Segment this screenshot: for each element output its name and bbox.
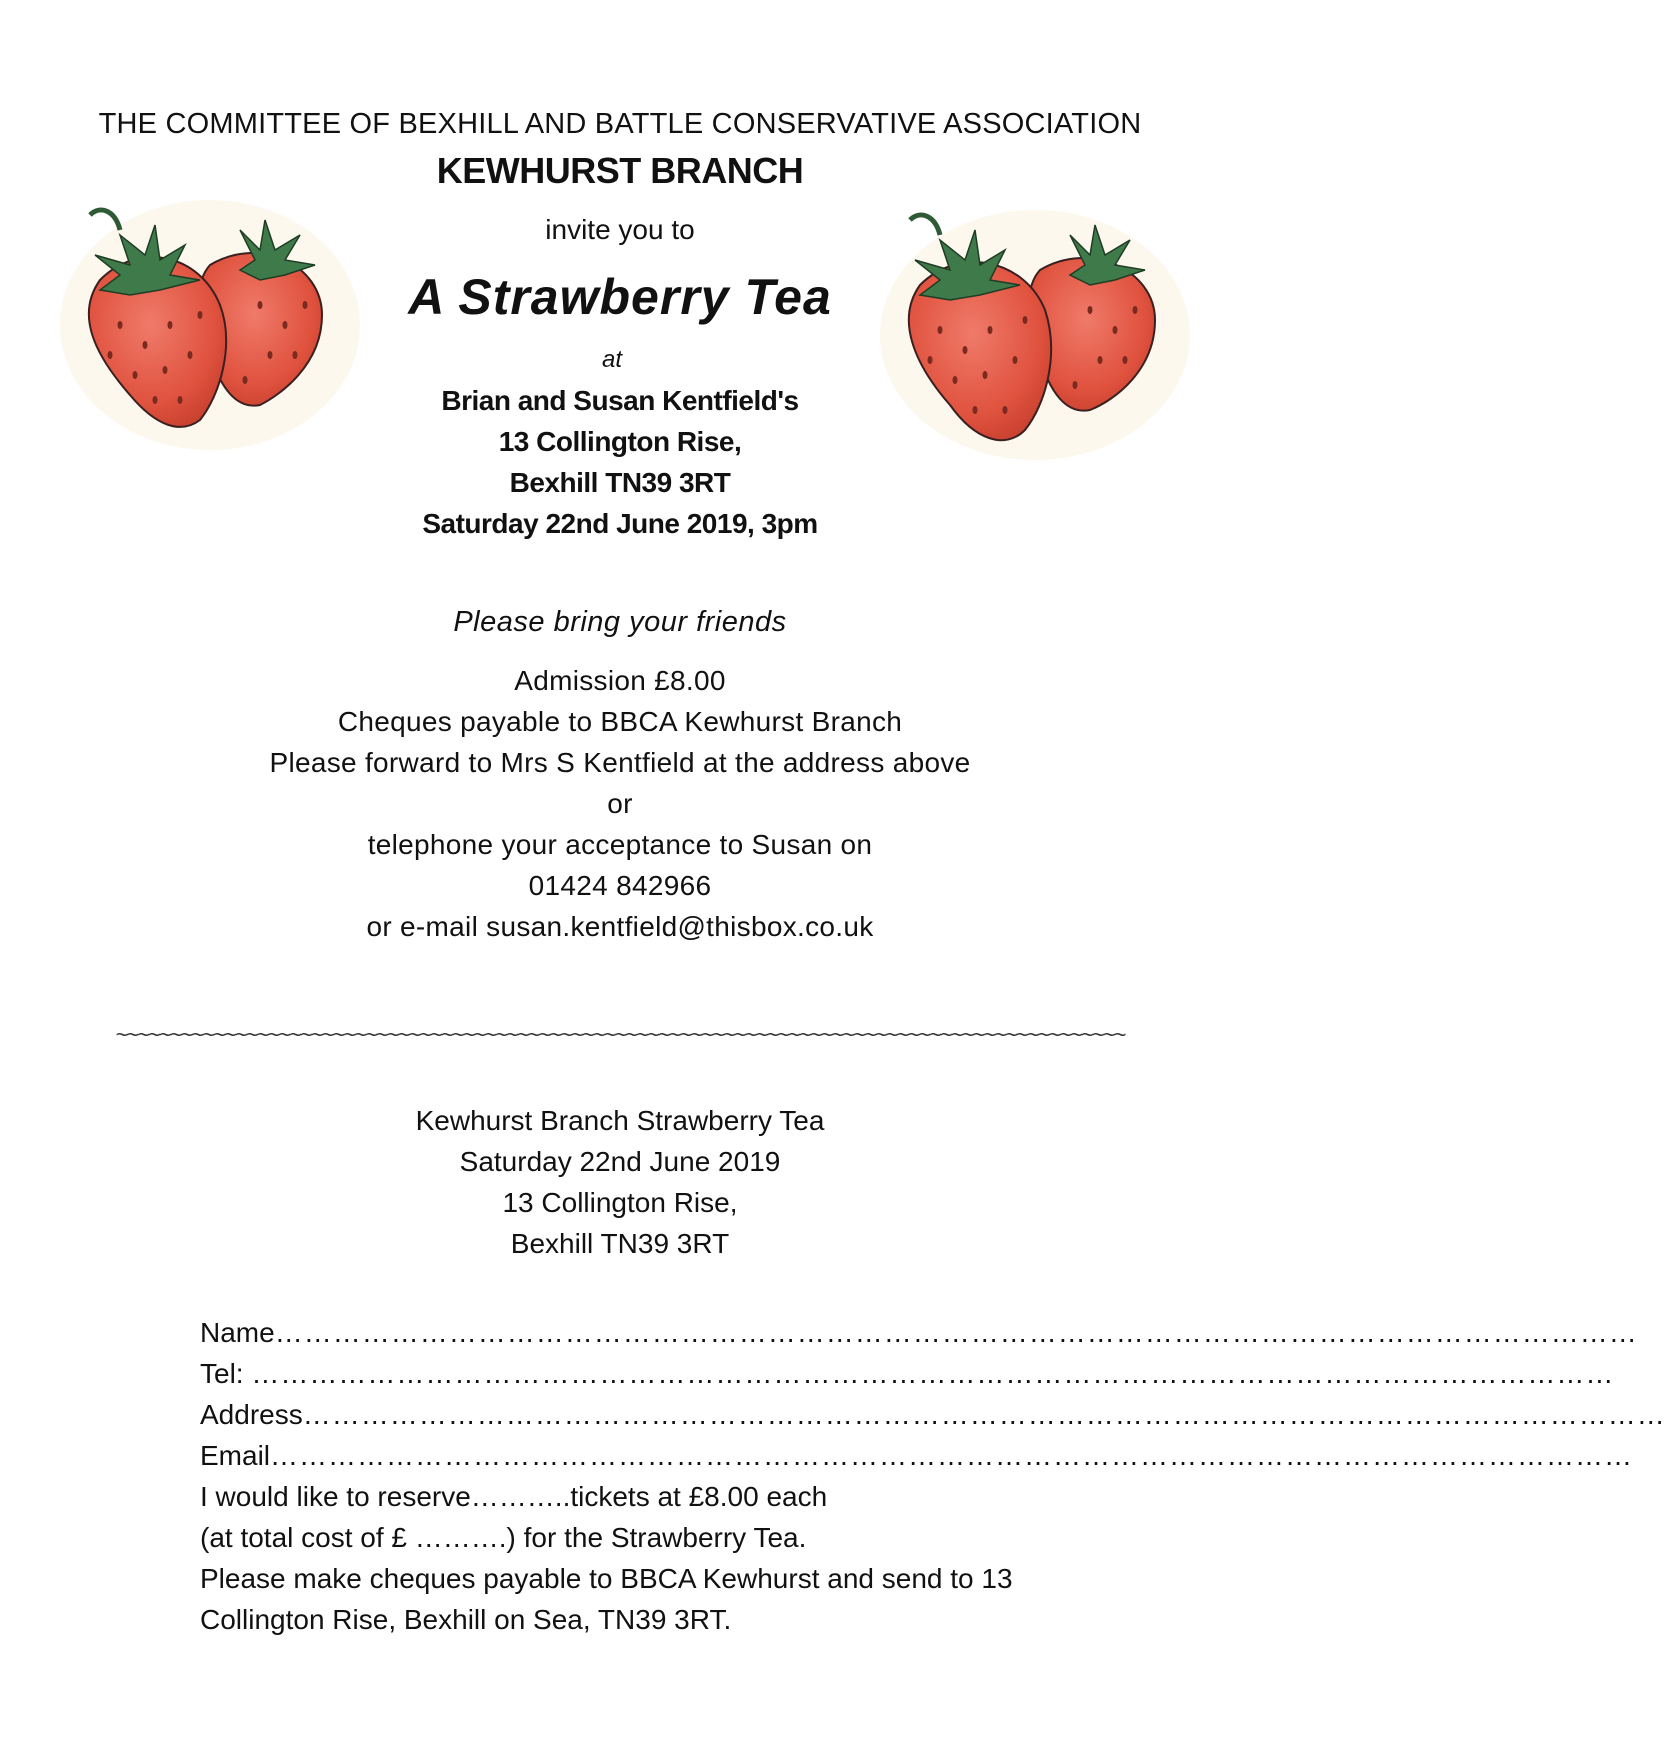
total-line[interactable]: (at total cost of £ ……….) for the Strawberry Tea. [200,1522,807,1553]
venue-street: 13 Collington Rise, [498,426,742,457]
address-field[interactable] [200,1394,1666,1435]
slip-street: 13 Collington Rise, [502,1187,738,1218]
forward-text: Please forward to Mrs S Kentfield at the address above [269,747,971,778]
tel-dots: …………………………………………………………………………………………………………………………… [251,1358,1615,1389]
name-label: Name [200,1317,275,1348]
details-block [0,660,1240,947]
tilde-divider: ~~~~~~~~~~~~~~~~~~~~~~~~~~~~~~~~~~~~~~~~~~~~~~~~~~~~~~~~~~~~~~~~~~~~~~~~~~~~~~~~~~~~~~~~~~~~~ [115,1022,1125,1047]
instructions-line-2: Collington Rise, Bexhill on Sea, TN39 3RT. [200,1604,732,1635]
slip-date: Saturday 22nd June 2019 [459,1146,781,1177]
bring-friends-text: Please bring your friends [453,606,787,638]
telephone-text: telephone your acceptance to Susan on [367,829,873,860]
branch-heading: KEWHURST BRANCH [436,150,804,191]
phone-number: 01424 842966 [528,870,712,901]
reserve-line[interactable]: I would like to reserve………..tickets at £8.00 each [200,1481,828,1512]
event-title: A Strawberry Tea [408,269,832,325]
slip-event: Kewhurst Branch Strawberry Tea [415,1105,825,1136]
email-dots: …………………………………………………………………………………………………………………………… [270,1440,1634,1471]
email-label: Email [200,1440,271,1471]
slip-town: Bexhill TN39 3RT [510,1228,730,1259]
address-label: Address [200,1399,303,1430]
at-text: at [601,346,622,373]
venue-town: Bexhill TN39 3RT [509,467,731,498]
email-text: or e-mail susan.kentfield@thisbox.co.uk [366,911,874,942]
venue-hosts: Brian and Susan Kentfield's [441,385,799,416]
venue-datetime: Saturday 22nd June 2019, 3pm [422,508,818,539]
email-field[interactable] [200,1435,1634,1476]
name-dots: …………………………………………………………………………………………………………………………… [274,1317,1638,1348]
tel-field[interactable] [200,1353,1615,1394]
cheques-text: Cheques payable to BBCA Kewhurst Branch [337,706,903,737]
venue-block [0,380,1240,544]
name-field[interactable] [200,1312,1638,1353]
or-text: or [607,788,633,819]
reply-slip-heading [0,1100,1240,1264]
committee-heading: THE COMMITTEE OF BEXHILL AND BATTLE CONSERVATIVE ASSOCIATION [98,108,1142,140]
admission-text: Admission £8.00 [514,665,726,696]
address-dots: …………………………………………………………………………………………………………………………… [302,1399,1666,1430]
instructions-line-1: Please make cheques payable to BBCA Kewhurst and send to 13 [200,1563,1013,1594]
reply-form [200,1312,1666,1640]
tel-label: Tel: [200,1358,252,1389]
invite-text: invite you to [545,214,695,245]
